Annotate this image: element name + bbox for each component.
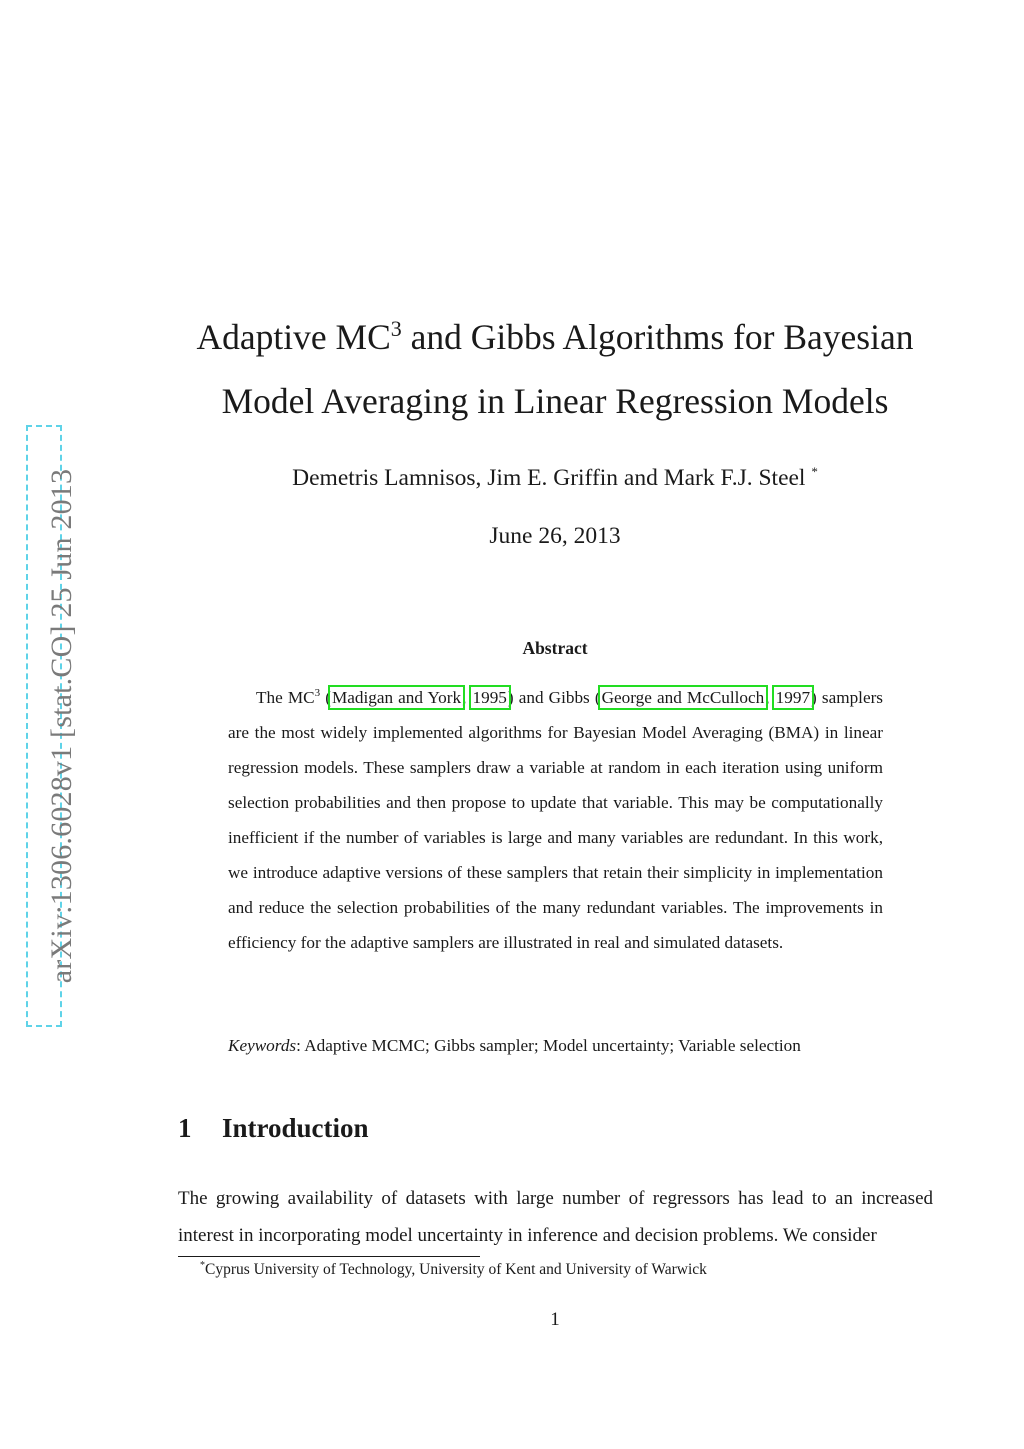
paper-date: June 26, 2013: [489, 523, 621, 549]
arxiv-stamp: arXiv:1306.6028v1 [stat.CO] 25 Jun 2013: [45, 468, 78, 984]
title-line-2: Model Averaging in Linear Regression Models: [221, 381, 889, 421]
abstract-body: The $MC^3$ (Madigan and York, 1995) and Gibbs (George and McCulloch, 1997) samplers are the most widely implemented algorithms for Bayesian Model Averaging (BMA) in linear regression models. These samplers draw a variable at random in each iteration using uniform selection probabilities and then propose to update that variable. This may be computationally inefficient if the number of variables is large and many variables are redundant. In this work, we introduce adaptive versions of these samplers that retain their simplicity in implementation and reduce the selection probabilities of the many redundant variables. The improvements in efficiency for the adaptive samplers are illustrated in real and simulated datasets.: [228, 687, 883, 952]
footnote-mark: *: [200, 1260, 205, 1271]
keywords-label: Keywords: [228, 1036, 297, 1055]
abstract-heading: Abstract: [522, 638, 588, 658]
keywords: Keywords: Adaptive MCMC; Gibbs sampler; Model uncertainty; Variable selection: [228, 1036, 801, 1055]
title-line-1: Adaptive $MC^3$ and Gibbs Algorithms for Bayesian: [196, 316, 914, 357]
section-title: Introduction: [222, 1113, 369, 1143]
citation-link-1997[interactable]: 1997: [775, 688, 811, 707]
authors: Demetris Lamnisos, Jim E. Griffin and Mark F.J. Steel *: [292, 464, 818, 491]
section-heading: [178, 1113, 369, 1144]
citation-link-1995[interactable]: 1995: [472, 688, 507, 707]
page-number: 1: [550, 1309, 560, 1330]
citation-link-george-mcculloch[interactable]: George and McCulloch: [601, 688, 765, 707]
section-number: 1: [178, 1113, 192, 1143]
author-footnote-mark[interactable]: *: [811, 464, 818, 479]
paper-title: [150, 305, 960, 433]
citation-link-madigan-york[interactable]: Madigan and York: [331, 688, 462, 707]
introduction-paragraph: The growing availability of datasets with large number of regressors has lead to an increased interest in incorporating model uncertainty in inference and decision problems. We consider: [178, 1188, 933, 1246]
footnote: *Cyprus University of Technology, University of Kent and University of Warwick: [200, 1260, 707, 1278]
footnote-rule: [178, 1256, 480, 1257]
